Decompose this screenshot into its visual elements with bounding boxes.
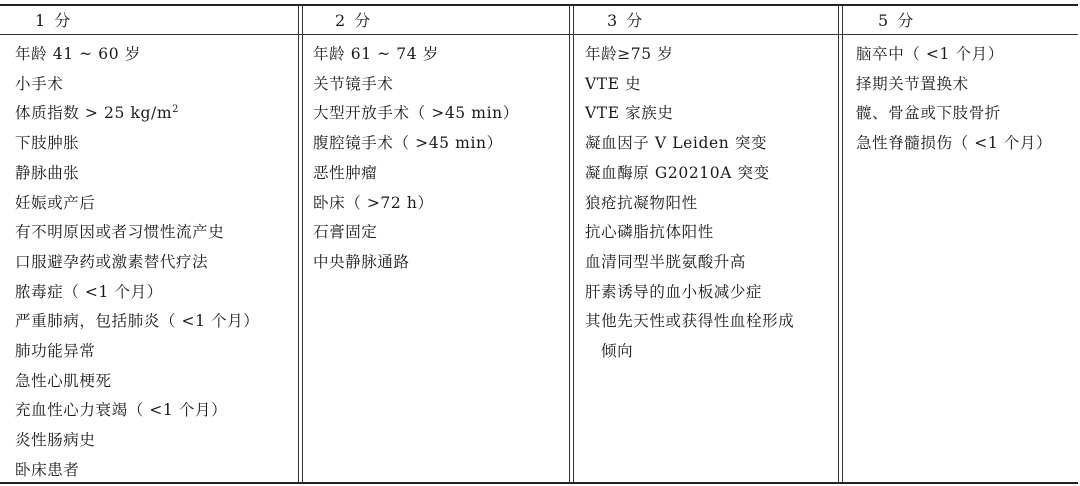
list-item: VTE 家族史 [585, 104, 674, 123]
list-item-text: 体质指数 > 25 kg/m [15, 104, 173, 123]
list-item: 严重肺病，包括肺炎（ <1 个月） [15, 312, 260, 331]
list-item: 妊娠或产后 [15, 193, 96, 212]
list-item: 石膏固定 [313, 223, 378, 242]
column-divider [298, 5, 299, 483]
column-divider [838, 5, 839, 483]
list-item: 肺功能异常 [15, 342, 96, 361]
column-1-point [15, 0, 295, 486]
risk-factor-list [856, 40, 1078, 159]
list-item: 凝血因子 V Leiden 突变 [585, 134, 768, 153]
list-item: 年龄 61 ~ 74 岁 [313, 45, 439, 63]
list-item: 关节镜手术 [313, 74, 394, 93]
column-header: 5 分 [878, 11, 916, 30]
list-item: 中央静脉通路 [313, 252, 410, 271]
list-item: 急性心肌梗死 [15, 371, 112, 390]
list-item: 腹腔镜手术（ >45 min） [313, 134, 503, 153]
superscript: 2 [172, 104, 180, 116]
risk-factor-list [585, 40, 835, 367]
list-item: 肝素诱导的血小板减少症 [585, 282, 763, 301]
list-item: 有不明原因或者习惯性流产史 [15, 223, 225, 242]
list-item-continuation [585, 337, 835, 367]
list-item: 血清同型半胱氨酸升高 [585, 252, 747, 271]
list-item: 抗心磷脂抗体阳性 [585, 223, 714, 242]
column-divider [842, 5, 843, 483]
column-header: 3 分 [607, 11, 645, 30]
column-2-points [313, 0, 563, 486]
column-header: 1 分 [35, 11, 73, 30]
list-item [15, 99, 295, 129]
column-divider [302, 5, 303, 483]
list-item: 口服避孕药或激素替代疗法 [15, 252, 209, 271]
list-item: 充血性心力衰竭（ <1 个月） [15, 401, 228, 420]
list-item: 急性脊髓损伤（ <1 个月） [856, 134, 1053, 153]
list-item: 小手术 [15, 74, 64, 93]
list-item: 炎性肠病史 [15, 431, 96, 450]
column-divider [569, 5, 570, 483]
list-item: VTE 史 [585, 74, 642, 93]
column-divider [573, 5, 574, 483]
list-item: 髋、骨盆或下肢骨折 [856, 104, 1001, 123]
list-item: 年龄≥75 岁 [585, 45, 674, 63]
list-item: 年龄 41 ~ 60 岁 [15, 45, 141, 63]
list-item: 其他先天性或获得性血栓形成 [585, 312, 795, 331]
column-3-points [585, 0, 835, 486]
column-header: 2 分 [335, 11, 373, 30]
wrapped-text: 倾向 [601, 342, 634, 361]
list-item: 下肢肿胀 [15, 134, 80, 153]
list-item: 恶性肿瘤 [313, 163, 378, 182]
column-5-points [856, 0, 1078, 486]
list-item: 卧床（ >72 h） [313, 193, 434, 212]
list-item: 择期关节置换术 [856, 74, 969, 93]
list-item: 脓毒症（ <1 个月） [15, 282, 163, 301]
list-item: 静脉曲张 [15, 163, 80, 182]
list-item: 卧床患者 [15, 460, 80, 479]
list-item: 凝血酶原 G20210A 突变 [585, 163, 770, 182]
risk-factor-list [313, 40, 563, 278]
risk-factor-list [15, 40, 295, 486]
list-item: 脑卒中（ <1 个月） [856, 45, 1004, 63]
list-item: 大型开放手术（ >45 min） [313, 104, 519, 123]
list-item: 狼疮抗凝物阳性 [585, 193, 698, 212]
